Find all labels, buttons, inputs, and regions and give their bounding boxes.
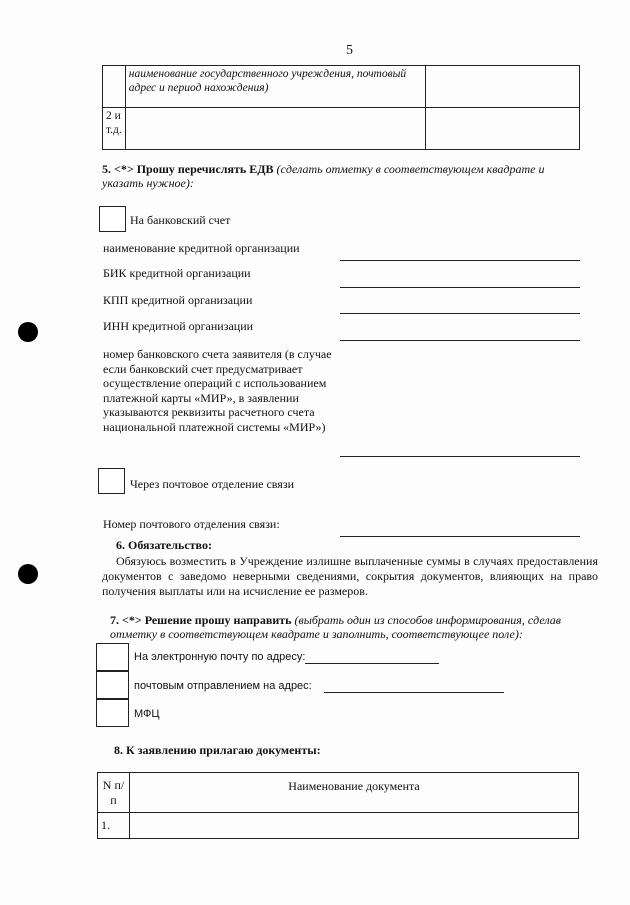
section-7-title: Решение прошу направить bbox=[144, 613, 292, 627]
post-address-option-label: почтовым отправлением на адрес: bbox=[134, 680, 312, 692]
documents-row1-num: 1. bbox=[98, 813, 130, 839]
documents-row1-name[interactable] bbox=[130, 813, 579, 839]
section-8-title: 8. К заявлению прилагаю документы: bbox=[114, 743, 321, 757]
page-number: 5 bbox=[346, 43, 353, 58]
section-7-marker: <*> bbox=[122, 613, 142, 627]
inn-label: ИНН кредитной организации bbox=[103, 319, 254, 333]
top-table-row1-text: наименование государственного учреждения, почтовый адрес и период нахождения) bbox=[125, 66, 425, 108]
section-7-num: 7. bbox=[110, 613, 119, 627]
post-option-checkbox[interactable] bbox=[98, 468, 125, 494]
section-6-body: Обязуюсь возместить в Учреждение излишне выплаченные суммы в случаях предоставления документов с заведомо неверными сведениями, сокрытия документов, влияющих на право получения выплаты или на исчисление ее размеров. bbox=[102, 554, 598, 598]
section-5-marker: <*> bbox=[114, 162, 134, 176]
documents-col-num-header: N п/п bbox=[98, 773, 130, 813]
top-table-row1-value bbox=[425, 66, 579, 108]
bik-field[interactable] bbox=[340, 287, 580, 288]
mfc-option-label: МФЦ bbox=[134, 708, 160, 720]
bik-label: БИК кредитной организации bbox=[103, 266, 251, 280]
org-name-label: наименование кредитной организации bbox=[103, 241, 300, 255]
mfc-option-checkbox[interactable] bbox=[96, 699, 129, 727]
post-number-field[interactable] bbox=[340, 536, 580, 537]
section-5-header bbox=[102, 162, 582, 191]
section-7-note: (выбрать один из способов информирования, сделав отметку в соответствующем квадрате и заполнить, соответствующее поле): bbox=[110, 613, 562, 642]
top-table-row1-num bbox=[103, 66, 126, 108]
section-5-note: (сделать отметку в соответствующем квадрате и указать нужное): bbox=[102, 162, 545, 191]
bank-option-label: На банковский счет bbox=[130, 213, 231, 227]
email-field[interactable] bbox=[305, 663, 439, 664]
punch-hole-bottom bbox=[18, 564, 38, 584]
section-7-header bbox=[110, 613, 602, 642]
top-table-row2-num: 2 и т.д. bbox=[103, 108, 126, 150]
post-address-option-checkbox[interactable] bbox=[96, 671, 129, 699]
section-6-title: 6. Обязательство: bbox=[116, 538, 212, 552]
documents-col-name-header: Наименование документа bbox=[130, 773, 579, 813]
account-field[interactable] bbox=[340, 456, 580, 457]
org-name-field[interactable] bbox=[340, 260, 580, 261]
documents-table bbox=[97, 772, 579, 839]
punch-hole-top bbox=[18, 322, 38, 342]
top-table bbox=[102, 65, 580, 150]
email-option-checkbox[interactable] bbox=[96, 643, 129, 671]
post-option-label: Через почтовое отделение связи bbox=[130, 477, 294, 491]
post-address-field[interactable] bbox=[324, 692, 504, 693]
bank-option-checkbox[interactable] bbox=[99, 206, 126, 232]
kpp-label: КПП кредитной организации bbox=[103, 293, 253, 307]
account-label: номер банковского счета заявителя (в случае если банковский счет предусматривает осуществление операций с использованием платежной карты «МИР», в заявлении указываются реквизиты расчетного счета национальной платежной системы «МИР») bbox=[103, 347, 332, 434]
section-5-num: 5. bbox=[102, 162, 111, 176]
top-table-row2-value bbox=[425, 108, 579, 150]
top-table-row2-text bbox=[125, 108, 425, 150]
email-option-label: На электронную почту по адресу: bbox=[134, 651, 306, 663]
inn-field[interactable] bbox=[340, 340, 580, 341]
kpp-field[interactable] bbox=[340, 313, 580, 314]
post-number-label: Номер почтового отделения связи: bbox=[103, 517, 280, 531]
section-5-title: Прошу перечислять ЕДВ bbox=[136, 162, 274, 176]
